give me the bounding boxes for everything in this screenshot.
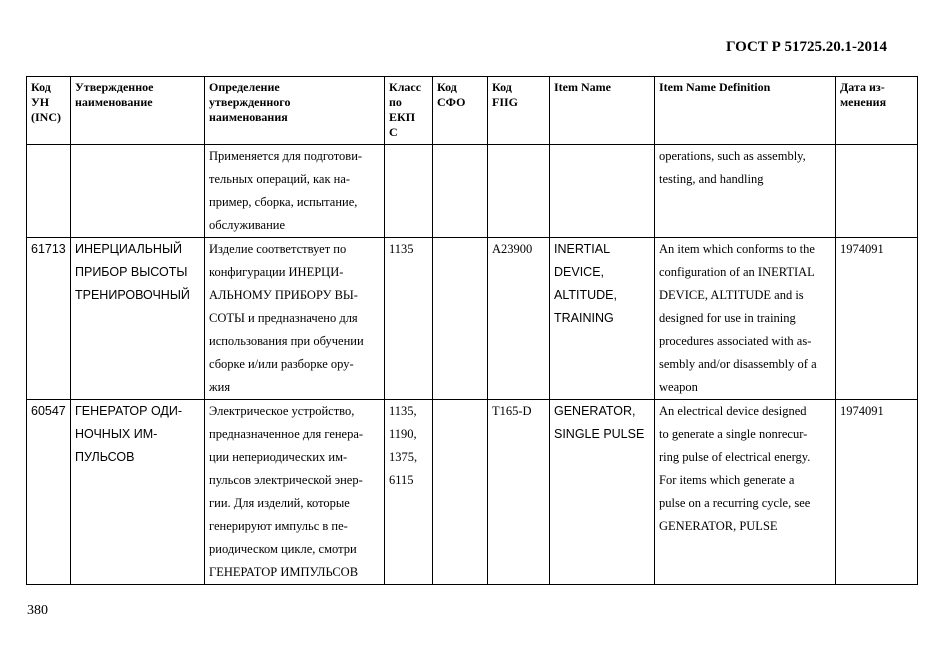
cell-line: DEVICE, ALTITUDE and is [659, 288, 804, 302]
header-line: менения [840, 95, 887, 109]
header-line: СФО [437, 95, 466, 109]
cell-sfo [433, 238, 488, 400]
cell-line: GENERATOR, PULSE [659, 519, 778, 533]
header-line: утвержденного [209, 95, 291, 109]
cell-date [836, 238, 918, 400]
cell-line: тельных операций, как на- [209, 172, 351, 186]
cell-line: DEVICE, [554, 265, 605, 279]
header-line: С [389, 125, 398, 139]
cell-line: INERTIAL [554, 242, 611, 256]
header-line: Код [31, 80, 51, 94]
cell-line: ring pulse of electrical energy. [659, 450, 811, 464]
header-row [27, 77, 918, 145]
cell-line: ции непериодических им- [209, 450, 348, 464]
cell-line: обслуживание [209, 218, 286, 232]
cell-line: 1135 [389, 242, 414, 256]
cell-line: sembly and/or disassembly of a [659, 357, 817, 371]
cell-line: сборке и/или разборке ору- [209, 357, 354, 371]
cell-line: ГЕНЕРАТОР ОДИ- [75, 404, 183, 418]
cell-line: 1375, [389, 450, 418, 464]
cell-line: ПУЛЬСОВ [75, 450, 135, 464]
cell-line: 1135, [389, 404, 417, 418]
cell-fiig [488, 145, 550, 238]
header-line: Дата из- [840, 80, 885, 94]
header-name [71, 77, 205, 145]
header-fiig [488, 77, 550, 145]
cell-line: Изделие соответствует по [209, 242, 347, 256]
table-row [27, 238, 918, 400]
cell-name [71, 238, 205, 400]
cell-item-name [550, 145, 655, 238]
cell-line: T165-D [492, 404, 532, 418]
cell-line: предназначенное для генера- [209, 427, 364, 441]
header-item-name [550, 77, 655, 145]
cell-line: Электрическое устройство, [209, 404, 355, 418]
cell-line: ALTITUDE, [554, 288, 617, 302]
cell-line: An item which conforms to the [659, 242, 815, 256]
cell-definition [205, 400, 385, 585]
cell-item-definition [655, 145, 836, 238]
header-code [27, 77, 71, 145]
cell-item-definition [655, 238, 836, 400]
cell-line: пульсов электрической энер- [209, 473, 363, 487]
cell-definition [205, 238, 385, 400]
cell-line: pulse on a recurring cycle, see [659, 496, 811, 510]
cell-item-name [550, 400, 655, 585]
cell-name [71, 400, 205, 585]
header-line: наименования [209, 110, 288, 124]
header-item-definition [655, 77, 836, 145]
cell-line: An electrical device designed [659, 404, 807, 418]
cell-line: ТРЕНИРОВОЧНЫЙ [75, 288, 190, 302]
cell-line: ГЕНЕРАТОР ИМПУЛЬСОВ [209, 565, 359, 579]
cell-line: использования при обучении [209, 334, 364, 348]
cell-line: 1974091 [840, 242, 884, 256]
cell-line: designed for use in training [659, 311, 796, 325]
cell-line: 1190, [389, 427, 417, 441]
header-line: по [389, 95, 402, 109]
header-line: Item Name Definition [659, 80, 771, 94]
table-row [27, 400, 918, 585]
cell-class [385, 400, 433, 585]
cell-line: ПРИБОР ВЫСОТЫ [75, 265, 188, 279]
page-header: ГОСТ Р 51725.20.1-2014 [725, 39, 887, 55]
cell-fiig [488, 238, 550, 400]
cell-sfo [433, 400, 488, 585]
header-line: Класс [389, 80, 422, 94]
header-class [385, 77, 433, 145]
header-line: (INC) [31, 110, 61, 124]
cell-line: СОТЫ и предназначено для [209, 311, 358, 325]
table-row [27, 145, 918, 238]
header-definition [205, 77, 385, 145]
cell-item-name [550, 238, 655, 400]
cell-line: 61713 [31, 242, 66, 256]
cell-date [836, 145, 918, 238]
cell-line: Применяется для подготови- [209, 149, 363, 163]
cell-line: SINGLE PULSE [554, 427, 645, 441]
cell-line: конфигурации ИНЕРЦИ- [209, 265, 344, 279]
cell-code [27, 238, 71, 400]
header-line: Код [492, 80, 512, 94]
header-line: УН [31, 95, 50, 109]
header-line: Код [437, 80, 457, 94]
header-line: FIIG [492, 95, 519, 109]
cell-line: TRAINING [554, 311, 614, 325]
header-date [836, 77, 918, 145]
cell-line: weapon [659, 380, 698, 394]
cell-line: operations, such as assembly, [659, 149, 806, 163]
cell-line: A23900 [492, 242, 533, 256]
cell-date [836, 400, 918, 585]
header-line: Утвержденное [75, 80, 154, 94]
cell-definition [205, 145, 385, 238]
header-line: ЕКП [389, 110, 416, 124]
cell-line: ИНЕРЦИАЛЬНЫЙ [75, 242, 183, 256]
header-line: Определение [209, 80, 280, 94]
cell-line: генерируют импульс в пе- [209, 519, 348, 533]
cell-line: 60547 [31, 404, 66, 418]
cell-line: procedures associated with as- [659, 334, 812, 348]
header-line: наименование [75, 95, 153, 109]
cell-line: GENERATOR, [554, 404, 636, 418]
cell-class [385, 145, 433, 238]
cell-line: 1974091 [840, 404, 884, 418]
cell-line: риодическом цикле, смотри [209, 542, 357, 556]
cell-name [71, 145, 205, 238]
cell-line: to generate a single nonrecur- [659, 427, 808, 441]
cell-code [27, 400, 71, 585]
cell-line: testing, and handling [659, 172, 764, 186]
cell-sfo [433, 145, 488, 238]
cell-line: АЛЬНОМУ ПРИБОРУ ВЫ- [209, 288, 358, 302]
cell-line: configuration of an INERTIAL [659, 265, 815, 279]
cell-line: гии. Для изделий, которые [209, 496, 350, 510]
cell-class [385, 238, 433, 400]
cell-code [27, 145, 71, 238]
page-number: 380 [27, 603, 48, 618]
cell-line: пример, сборка, испытание, [209, 195, 358, 209]
cell-line: 6115 [389, 473, 414, 487]
cell-line: НОЧНЫХ ИМ- [75, 427, 158, 441]
cell-line: For items which generate a [659, 473, 795, 487]
cell-item-definition [655, 400, 836, 585]
header-sfo [433, 77, 488, 145]
cell-line: жия [209, 380, 231, 394]
header-line: Item Name [554, 80, 611, 94]
cell-fiig [488, 400, 550, 585]
data-table [26, 76, 918, 585]
